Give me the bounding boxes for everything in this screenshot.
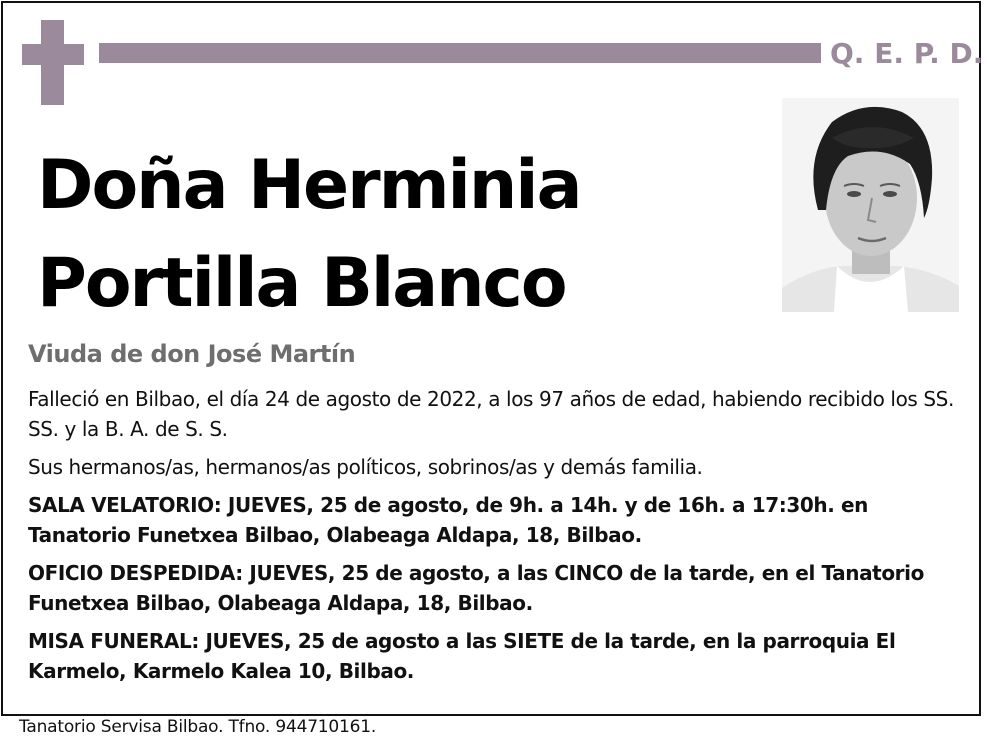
- obituary-body: [28, 384, 958, 694]
- header-divider-bar: [99, 43, 821, 63]
- oficio-despedida-paragraph: OFICIO DESPEDIDA: JUEVES, 25 de agosto, a las CINCO de la tarde, en el Tanatorio Funetxea Bilbao, Olabeaga Aldapa, 18, Bilbao.: [28, 561, 924, 615]
- funeral-home-footer: Tanatorio Servisa Bilbao. Tfno. 944710161.: [19, 717, 377, 737]
- qepd-label: Q. E. P. D.: [830, 37, 984, 70]
- deceased-name: [37, 137, 580, 333]
- misa-funeral-paragraph: MISA FUNERAL: JUEVES, 25 de agosto a las SIETE de la tarde, en la parroquia El Karmelo, Karmelo Kalea 10, Bilbao.: [28, 629, 896, 683]
- latin-cross-icon-arm: [22, 44, 84, 65]
- widow-subtitle: Viuda de don José Martín: [28, 340, 356, 368]
- family-paragraph: Sus hermanos/as, hermanos/as políticos, sobrinos/as y demás familia.: [28, 455, 703, 479]
- death-notice-paragraph: Falleció en Bilbao, el día 24 de agosto de 2022, a los 97 años de edad, habiendo recibido los SS. SS. y la B. A. de S. S.: [28, 387, 954, 441]
- deceased-name-line2: Portilla Blanco: [37, 244, 566, 323]
- deceased-name-line1: Doña Herminia: [37, 146, 581, 225]
- portrait-image: [782, 98, 959, 312]
- sala-velatorio-paragraph: SALA VELATORIO: JUEVES, 25 de agosto, de 9h. a 14h. y de 16h. a 17:30h. en Tanatorio Funetxea Bilbao, Olabeaga Aldapa, 18, Bilbao.: [28, 493, 868, 547]
- deceased-portrait-photo: [782, 98, 959, 312]
- obituary-frame: [1, 1, 984, 716]
